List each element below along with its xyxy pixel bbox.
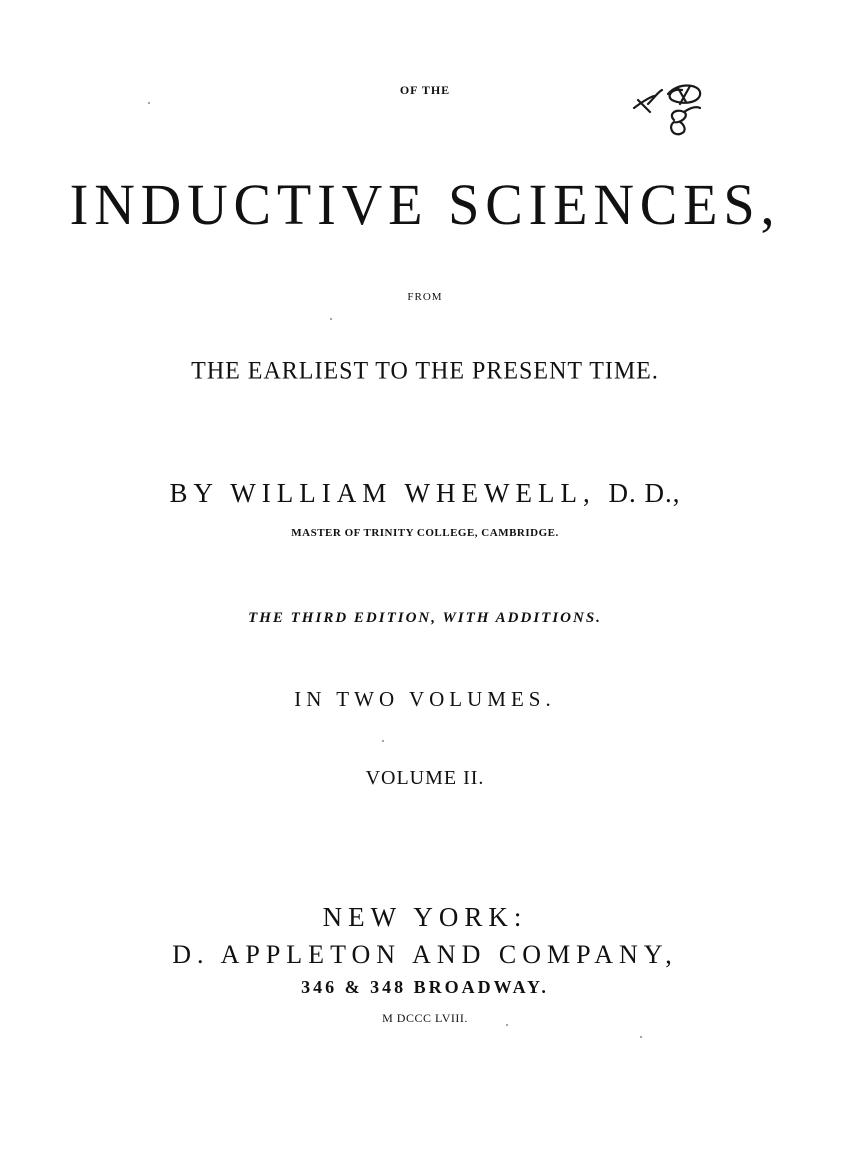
volume-number: VOLUME II. [365,767,485,789]
publisher-address: 346 & 348 BROADWAY. [301,977,549,997]
publication-year: M DCCC LVIII. [382,1011,468,1025]
edition-statement: THE THIRD EDITION, WITH ADDITIONS. [248,610,602,626]
main-title: INDUCTIVE SCIENCES, [69,172,781,237]
paper-speck [640,1036,642,1038]
subtitle: THE EARLIEST TO THE PRESENT TIME. [191,357,659,385]
paper-speck [382,740,384,742]
author-name: BY WILLIAM WHEWELL, [169,478,596,508]
paper-speck [330,318,332,320]
publication-place: NEW YORK: [322,902,528,932]
author-line [0,480,850,507]
author-degree: D. D., [608,478,681,508]
paper-speck [148,102,150,104]
of-the-text: OF THE [399,83,451,97]
from-text: FROM [407,291,443,303]
volumes-statement: IN TWO VOLUMES. [294,687,556,711]
publisher-name: D. APPLETON AND COMPANY, [172,940,678,969]
author-position: MASTER OF TRINITY COLLEGE, CAMBRIDGE. [291,527,559,539]
handwritten-shelfmark-icon [628,78,712,148]
paper-speck [506,1024,508,1026]
